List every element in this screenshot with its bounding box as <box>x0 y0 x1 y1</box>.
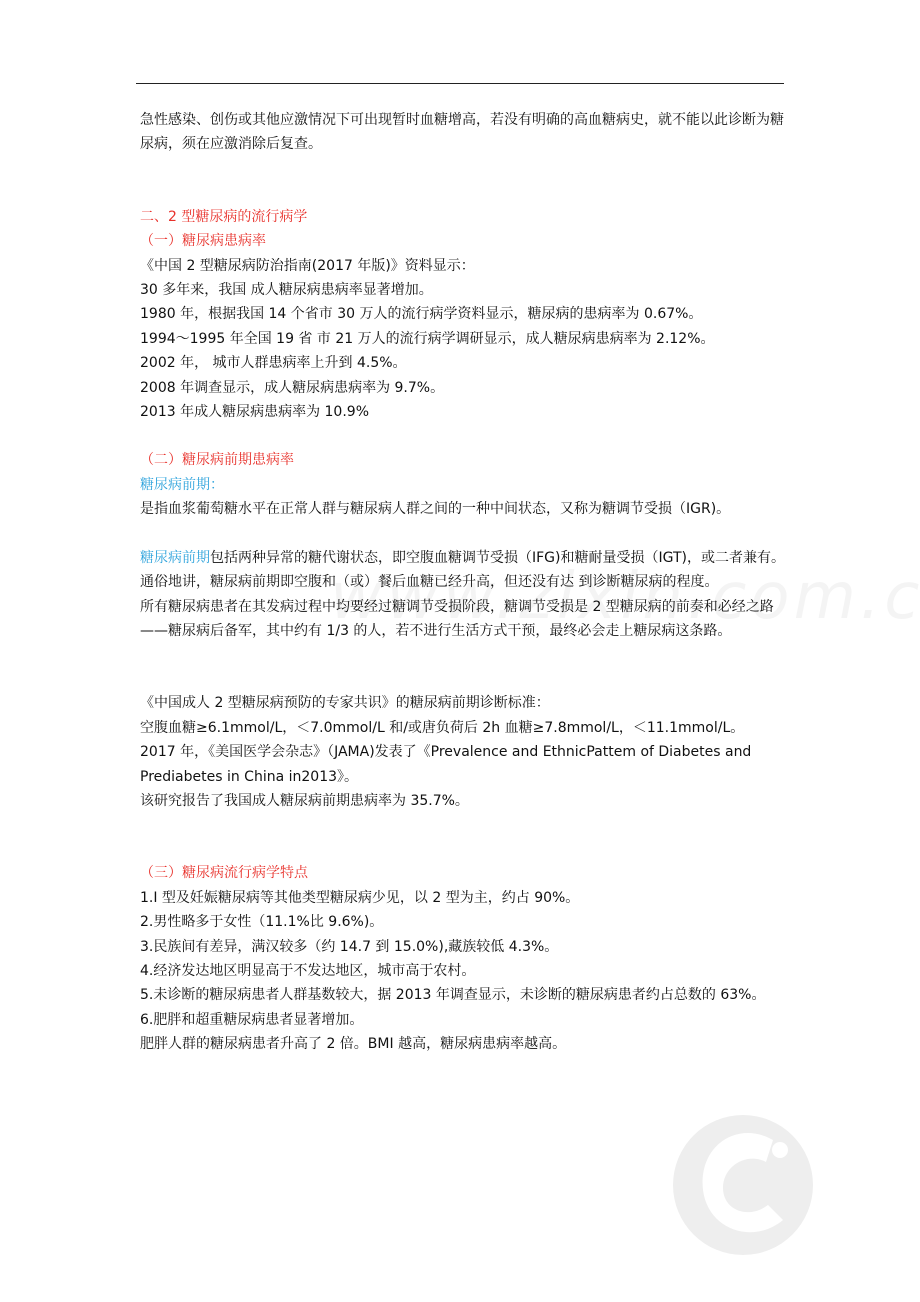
text-line: 1980 年，根据我国 14 个省市 30 万人的流行病学资料显示，糖尿病的患病率为 0.67%。 <box>140 306 703 323</box>
text-line: 2008 年调查显示，成人糖尿病患病率为 9.7%。 <box>140 379 445 396</box>
progression-paragraph: 所有糖尿病患者在其发病过程中均要经过糖调节受损阶段，糖调节受损是 2 型糖尿病的前奏和必经之路——糖尿病后备军，其中约有 1/3 的人，若不进行生活方式干预，最终必会走上糖尿病这条路。 <box>140 598 774 639</box>
document-body <box>140 108 785 1057</box>
criteria-line: 《中国成人 2 型糖尿病预防的专家共识》的糖尿病前期诊断标准： <box>140 695 550 712</box>
text-line: 30 多年来，我国 成人糖尿病患病率显著增加。 <box>140 282 433 299</box>
list-item: 1.I 型及妊娠糖尿病等其他类型糖尿病少见，以 2 型为主，约占 90%。 <box>140 889 580 906</box>
list-item: 6.肥胖和超重糖尿病患者显著增加。 <box>140 1011 364 1028</box>
subsection-heading-2: （二）糖尿病前期患病率 <box>140 452 294 469</box>
list-item: 肥胖人群的糖尿病患者升高了 2 倍。BMI 越高，糖尿病患病率越高。 <box>140 1036 567 1053</box>
term-label: 糖尿病前期： <box>140 476 224 493</box>
text-line: 2013 年成人糖尿病患病率为 10.9% <box>140 404 370 421</box>
paragraph-text: 包括两种异常的糖代谢状态，即空腹血糖调节受损（IFG)和糖耐量受损（IGT)，或二者兼有。 <box>210 549 785 566</box>
section-heading: 二、2 型糖尿病的流行病学 <box>140 208 308 225</box>
header-rule <box>136 83 784 84</box>
text-line: 《中国 2 型糖尿病防治指南(2017 年版)》资料显示： <box>140 257 475 274</box>
plain-explanation: 通俗地讲，糖尿病前期即空腹和（或）餐后血糖已经升高，但还没有达 到诊断糖尿病的程度。 <box>140 574 719 591</box>
text-line: 1994～1995 年全国 19 省 市 21 万人的流行病学调研显示，成人糖尿病患病率为 2.12%。 <box>140 330 715 347</box>
brand-logo-icon <box>668 1090 818 1270</box>
prediabetes-paragraph <box>140 546 785 570</box>
criteria-line: 空腹血糖≥6.1mmol/L，＜7.0mmol/L 和/或唐负荷后 2h 血糖≥7.8mmol/L，＜11.1mmol/L。 <box>140 719 745 736</box>
intro-paragraph: 急性感染、创伤或其他应激情况下可出现暂时血糖增高，若没有明确的高血糖病史，就不能以此诊断为糖尿病，须在应激消除后复查。 <box>140 112 784 153</box>
list-item: 2.男性略多于女性（11.1%比 9.6%)。 <box>140 914 384 931</box>
subsection-heading-1: （一）糖尿病患病率 <box>140 233 266 250</box>
list-item: 4.经济发达地区明显高于不发达地区，城市高于农村。 <box>140 962 476 979</box>
list-item: 5.未诊断的糖尿病患者人群基数较大，据 2013 年调查显示，未诊断的糖尿病患者约占总数的 63%。 <box>140 987 766 1004</box>
list-item: 3.民族间有差异，满汉较多（约 14.7 到 15.0%),藏族较低 4.3%。 <box>140 938 559 955</box>
criteria-line: 2017 年，《美国医学会杂志》（JAMA)发表了《Prevalence and EthnicPattem of Diabetes and Prediabetes in China in2013》。 <box>140 744 752 785</box>
term-highlight: 糖尿病前期 <box>140 549 210 566</box>
text-line: 2002 年， 城市人群患病率上升到 4.5%。 <box>140 355 407 372</box>
definition-paragraph: 是指血浆葡萄糖水平在正常人群与糖尿病人群之间的一种中间状态，又称为糖调节受损（IGR)。 <box>140 501 731 518</box>
subsection-heading-3: （三）糖尿病流行病学特点 <box>140 865 308 882</box>
criteria-line: 该研究报告了我国成人糖尿病前期患病率为 35.7%。 <box>140 792 469 809</box>
